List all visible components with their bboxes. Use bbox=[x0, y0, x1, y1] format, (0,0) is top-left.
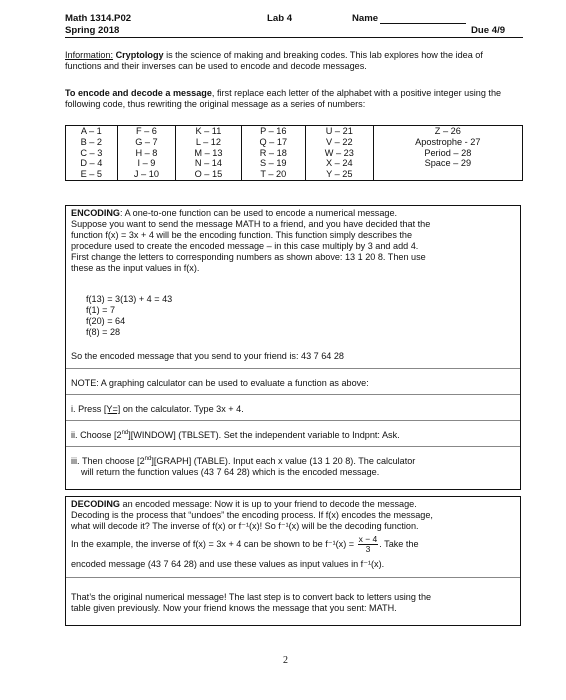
code-table-cell: T – 20 bbox=[241, 169, 305, 180]
calculator-step-3-cont: will return the function values (43 7 64 28) which is the encoded message. bbox=[81, 467, 380, 477]
instructions-bold: To encode and decode a message bbox=[65, 88, 212, 98]
code-table-cell: Period – 28 bbox=[373, 148, 522, 159]
encoding-line-1: ENCODING: A one-to-one function can be used to encode a numerical message. bbox=[71, 208, 398, 218]
calc-f8: f(8) = 28 bbox=[86, 327, 121, 337]
code-table-row bbox=[66, 158, 523, 169]
name-field bbox=[352, 13, 466, 24]
code-table-cell: Y – 25 bbox=[305, 169, 373, 180]
divider-4 bbox=[66, 446, 520, 447]
code-table-cell: H – 8 bbox=[117, 148, 176, 159]
code-table-cell: W – 23 bbox=[305, 148, 373, 159]
code-table-cell: G – 7 bbox=[117, 137, 176, 148]
information-paragraph bbox=[65, 50, 517, 72]
code-table-row bbox=[66, 148, 523, 159]
code-table-cell: Z – 26 bbox=[373, 126, 522, 137]
code-table-cell: U – 21 bbox=[305, 126, 373, 137]
code-table-row bbox=[66, 126, 523, 137]
calculator-step-2: ii. Choose [2nd][WINDOW] (TBLSET). Set the independent variable to Indpnt: Ask. bbox=[71, 429, 400, 440]
final-line-2: table given previously. Now your friend knows the message that you sent: MATH. bbox=[71, 603, 397, 613]
calculator-step-3: iii. Then choose [2nd][GRAPH] (TABLE). Input each x value (13 1 20 8). The calculator bbox=[71, 455, 416, 466]
code-table-cell: M – 13 bbox=[176, 148, 241, 159]
code-table-cell: E – 5 bbox=[66, 169, 118, 180]
divider-1 bbox=[66, 368, 520, 369]
header-divider bbox=[65, 37, 523, 38]
encoding-title: ENCODING bbox=[71, 208, 121, 218]
code-table-cell: B – 2 bbox=[66, 137, 118, 148]
code-table-cell: K – 11 bbox=[176, 126, 241, 137]
information-label: Information: bbox=[65, 50, 114, 60]
calc-f20: f(20) = 64 bbox=[86, 316, 126, 326]
code-table-cell: Apostrophe - 27 bbox=[373, 137, 522, 148]
calc-f1: f(1) = 7 bbox=[86, 305, 116, 315]
code-table-cell bbox=[373, 169, 522, 180]
decoding-line-2: Decoding is the process that “undoes” the encoding process. If f(x) encodes the message, bbox=[71, 510, 433, 520]
code-table-cell: R – 18 bbox=[241, 148, 305, 159]
code-table-cell: L – 12 bbox=[176, 137, 241, 148]
code-table-cell: O – 15 bbox=[176, 169, 241, 180]
y-equals-key: [Y=] bbox=[103, 404, 121, 414]
encoding-line-6: these as the input values in f(x). bbox=[71, 263, 200, 273]
code-table-cell: I – 9 bbox=[117, 158, 176, 169]
name-label: Name bbox=[352, 13, 379, 24]
name-blank bbox=[380, 14, 466, 24]
encoding-line-2: Suppose you want to send the message MATH to a friend, and you have decided that the bbox=[71, 219, 431, 229]
calc-f13: f(13) = 3(13) + 4 = 43 bbox=[86, 294, 173, 304]
code-table-cell: X – 24 bbox=[305, 158, 373, 169]
course-code: Math 1314.P02 bbox=[65, 13, 132, 24]
lab-title: Lab 4 bbox=[267, 13, 293, 24]
decoding-line-3: what will decode it? The inverse of f(x) or f⁻¹(x)! So f⁻¹(x) will be the decoding function. bbox=[71, 521, 419, 531]
code-table-cell: Space – 29 bbox=[373, 158, 522, 169]
term: Spring 2018 bbox=[65, 25, 120, 36]
due-date: Due 4/9 bbox=[471, 25, 506, 36]
encoding-line-3: function f(x) = 3x + 4 will be the encoding function. This function simply describes the bbox=[71, 230, 413, 240]
code-table-cell: P – 16 bbox=[241, 126, 305, 137]
code-table-cell: V – 22 bbox=[305, 137, 373, 148]
code-table-cell: S – 19 bbox=[241, 158, 305, 169]
encoding-line-5: First change the letters to corresponding numbers as shown above: 13 1 20 8. Then use bbox=[71, 252, 426, 262]
page-number: 2 bbox=[283, 655, 288, 666]
instructions-paragraph bbox=[65, 88, 517, 110]
decoding-title: DECODING bbox=[71, 499, 121, 509]
decoding-line-1: DECODING an encoded message: Now it is up to your friend to decode the message. bbox=[71, 499, 417, 509]
code-table-row bbox=[66, 137, 523, 148]
encoding-box bbox=[65, 205, 521, 490]
inverse-fraction: $\frac{x - 4}{3}$ bbox=[358, 534, 378, 554]
code-table-row bbox=[66, 169, 523, 180]
divider-5 bbox=[66, 577, 520, 578]
code-table-cell: F – 6 bbox=[117, 126, 176, 137]
code-table-cell: C – 3 bbox=[66, 148, 118, 159]
code-table-cell: J – 10 bbox=[117, 169, 176, 180]
letter-code-table bbox=[65, 125, 523, 181]
inverse-function-line: In the example, the inverse of f(x) = 3x + 4 can be shown to be f⁻¹(x) = $\frac{x - 4}{3}$ . Take the bbox=[71, 534, 419, 554]
code-table-cell: D – 4 bbox=[66, 158, 118, 169]
instructions-text: , first replace each letter of the alphabet with a positive integer using the following code, thus rewriting the original message as a series of numbers: bbox=[65, 88, 502, 109]
information-text: is the science of making and breaking codes. This lab explores how the idea of functions and their inverses can be used to encode and decode messages. bbox=[65, 50, 483, 71]
divider-2 bbox=[66, 394, 520, 395]
cryptology-term: Cryptology bbox=[115, 50, 164, 60]
calculator-step-1: i. Press [Y=] on the calculator. Type 3x + 4. bbox=[71, 404, 244, 414]
code-table-cell: A – 1 bbox=[66, 126, 118, 137]
calculator-note: NOTE: A graphing calculator can be used to evaluate a function as above: bbox=[71, 378, 369, 388]
divider-3 bbox=[66, 420, 520, 421]
final-line-1: That’s the original numerical message! The last step is to convert back to letters using the bbox=[71, 592, 432, 602]
encoding-line-4: procedure used to create the encoded message – in this case multiply by 3 and add 4. bbox=[71, 241, 419, 251]
encoded-input-line: encoded message (43 7 64 28) and use these values as input values in f⁻¹(x). bbox=[71, 559, 385, 569]
code-table-cell: Q – 17 bbox=[241, 137, 305, 148]
decoding-box bbox=[65, 496, 521, 626]
encoded-message-line: So the encoded message that you send to your friend is: 43 7 64 28 bbox=[71, 351, 344, 361]
code-table-cell: N – 14 bbox=[176, 158, 241, 169]
